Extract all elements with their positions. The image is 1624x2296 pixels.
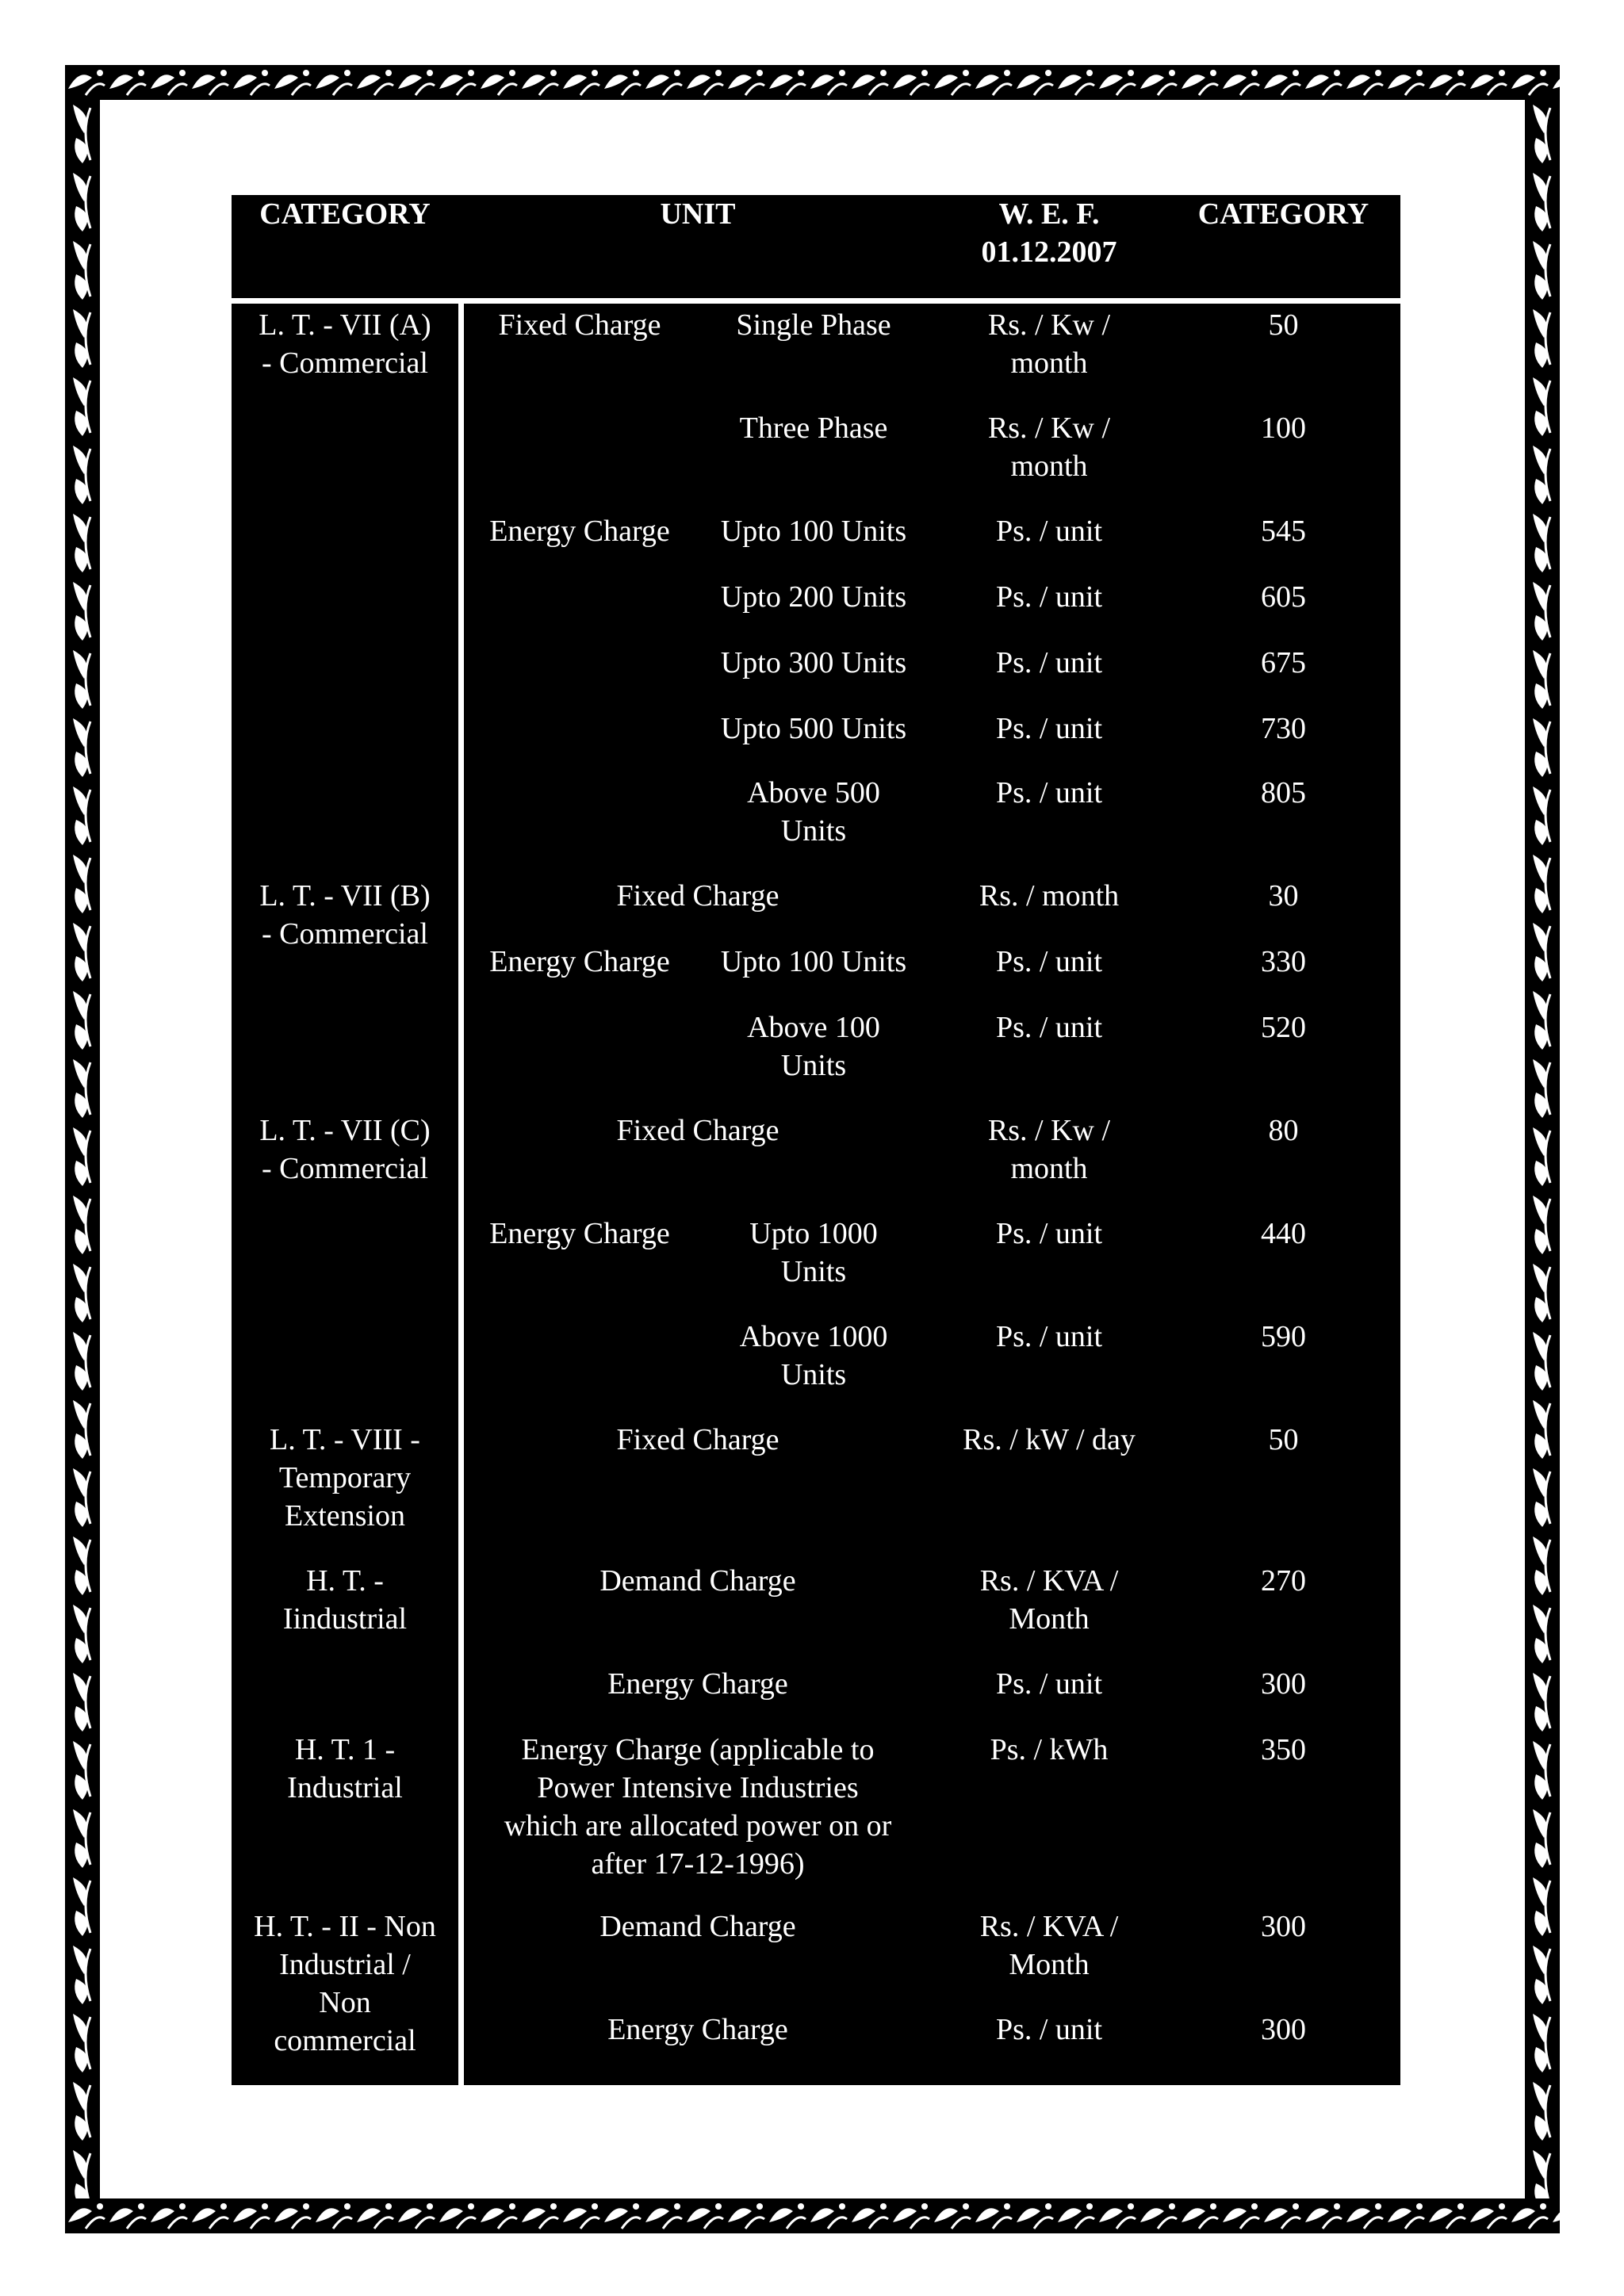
row-rate: 300 [1261,1667,1306,1701]
row-slab: Upto 1000 Units [749,1217,878,1288]
row-slab: Upto 100 Units [720,515,907,548]
row-unit: Ps. / unit [995,515,1103,548]
row-unit: Ps. / unit [995,945,1103,978]
row-rate: 300 [1261,1910,1306,1943]
row-rate: 675 [1261,646,1306,679]
row-charge-type: Energy Charge [607,2013,788,2046]
row-category: L. T. - VII (B) - Commercial [259,879,431,951]
row-slab: Upto 300 Units [720,646,907,679]
row-unit: Ps. / unit [995,1011,1103,1044]
row-rate: 605 [1261,580,1306,614]
row-unit: Ps. / unit [995,1320,1103,1353]
vine-border-bottom [65,2198,1560,2233]
tariff-table [232,195,1400,2085]
row-rate: 300 [1261,2013,1306,2046]
row-rate: 545 [1261,515,1306,548]
row-charge-type: Energy Charge [489,1217,670,1250]
row-unit: Rs. / KVA / Month [979,1564,1119,1636]
row-unit: Ps. / unit [995,712,1103,745]
row-unit: Ps. / unit [995,580,1103,614]
row-unit: Rs. / Kw / month [987,308,1111,380]
row-charge-type: Fixed Charge [498,308,661,342]
row-charge-type: Energy Charge [489,515,670,548]
row-unit: Rs. / KVA / Month [979,1910,1119,1981]
row-slab: Three Phase [739,411,888,445]
row-charge-type: Energy Charge [489,945,670,978]
vine-border-top [65,65,1560,100]
row-charge-type: Demand Charge [599,1910,796,1943]
row-charge-type: Fixed Charge [616,879,779,913]
row-category: L. T. - VII (A) - Commercial [259,308,431,380]
header-category: CATEGORY [259,197,431,231]
row-slab: Upto 100 Units [720,945,907,978]
header-wef-date: W. E. F. 01.12.2007 [981,197,1117,269]
row-category: H. T. - Iindustrial [282,1564,408,1636]
row-slab: Single Phase [736,308,891,342]
row-unit: Rs. / Kw / month [987,1114,1111,1185]
row-slab: Above 500 Units [747,776,880,848]
row-charge-type: Energy Charge (applicable to Power Intensive Industries which are allocated power on or after 17-12-1996) [504,1733,892,1881]
row-unit: Rs. / month [979,879,1120,913]
category-divider [458,304,464,2085]
row-rate: 440 [1261,1217,1306,1250]
row-charge-type: Fixed Charge [616,1114,779,1147]
row-rate: 100 [1261,411,1306,445]
row-rate: 50 [1268,1423,1299,1456]
row-category: L. T. - VII (C) - Commercial [259,1114,431,1185]
row-rate: 730 [1261,712,1306,745]
table-header-row [232,195,1400,298]
row-rate: 30 [1268,879,1299,913]
row-unit: Rs. / Kw / month [987,411,1111,483]
header-unit: UNIT [660,197,736,231]
row-rate: 520 [1261,1011,1306,1044]
row-rate: 350 [1261,1733,1306,1766]
header-category-rate: CATEGORY [1197,197,1369,231]
row-rate: 805 [1261,776,1306,809]
row-slab: Upto 500 Units [720,712,907,745]
row-rate: 270 [1261,1564,1306,1598]
row-unit: Ps. / unit [995,776,1103,809]
row-rate: 590 [1261,1320,1306,1353]
row-unit: Ps. / unit [995,2013,1103,2046]
row-unit: Ps. / unit [995,646,1103,679]
vine-border-right [1525,100,1560,2198]
header-divider [232,298,1400,304]
row-slab: Above 1000 Units [739,1320,888,1391]
row-rate: 80 [1268,1114,1299,1147]
row-unit: Ps. / unit [995,1667,1103,1701]
vine-border-left [65,100,100,2198]
row-slab: Above 100 Units [747,1011,880,1082]
row-category: H. T. 1 - Industrial [287,1733,403,1804]
row-charge-type: Energy Charge [607,1667,788,1701]
row-rate: 50 [1268,308,1299,342]
row-charge-type: Fixed Charge [616,1423,779,1456]
row-slab: Upto 200 Units [720,580,907,614]
row-charge-type: Demand Charge [599,1564,796,1598]
row-unit: Rs. / kW / day [963,1423,1136,1456]
row-category: L. T. - VIII - Temporary Extension [270,1423,420,1533]
row-unit: Ps. / kWh [990,1733,1109,1766]
row-category: H. T. - II - Non Industrial / Non commercial [254,1910,436,2057]
row-unit: Ps. / unit [995,1217,1103,1250]
row-rate: 330 [1261,945,1306,978]
